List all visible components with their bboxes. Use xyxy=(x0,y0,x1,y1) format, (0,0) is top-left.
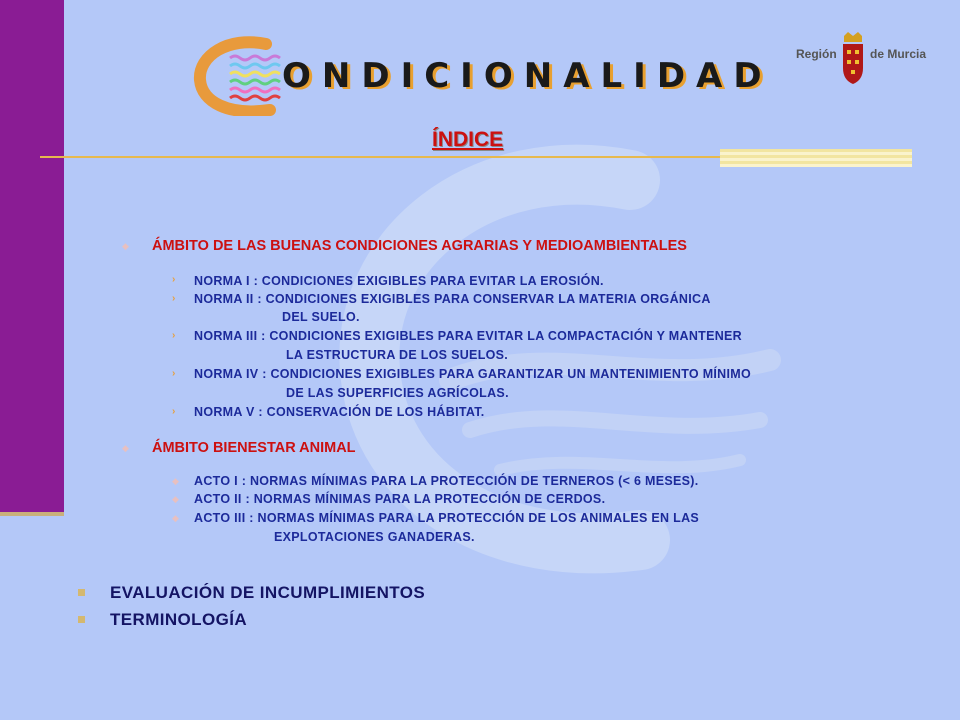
title-divider-line xyxy=(40,156,740,158)
acto-ii-item: ACTO II : NORMAS MÍNIMAS PARA LA PROTECCIÓN DE CERDOS. xyxy=(194,492,606,506)
norma-iii-item: NORMA III : CONDICIONES EXIGIBLES PARA EVITAR LA COMPACTACIÓN Y MANTENER xyxy=(194,329,743,343)
region-label-right: de Murcia xyxy=(870,47,927,61)
region-label-left: Región xyxy=(796,47,837,61)
evaluacion-incumplimientos-item: EVALUACIÓN DE INCUMPLIMIENTOS xyxy=(110,583,426,602)
section-bienestar-animal-title: ÁMBITO BIENESTAR ANIMAL xyxy=(152,440,356,456)
arrow-bullet-icon: › xyxy=(172,406,176,417)
arrow-bullet-icon: › xyxy=(172,368,176,379)
arrow-bullet-icon: › xyxy=(172,274,176,285)
acto-iii-continuation: EXPLOTACIONES GANADERAS. xyxy=(274,530,475,544)
coat-of-arms-icon xyxy=(840,32,866,84)
arrow-bullet-icon: › xyxy=(172,293,176,304)
norma-ii-item: NORMA II : CONDICIONES EXIGIBLES PARA CONSERVAR LA MATERIA ORGÁNICA xyxy=(194,292,711,306)
diamond-bullet-icon: ◆ xyxy=(172,513,179,523)
norma-iv-item: NORMA IV : CONDICIONES EXIGIBLES PARA GARANTIZAR UN MANTENIMIENTO MÍNIMO xyxy=(194,367,752,381)
norma-v-item: NORMA V : CONSERVACIÓN DE LOS HÁBITAT. xyxy=(194,405,485,419)
acto-iii-item: ACTO III : NORMAS MÍNIMAS PARA LA PROTECCIÓN DE LOS ANIMALES EN LAS xyxy=(194,511,700,525)
norma-i-item: NORMA I : CONDICIONES EXIGIBLES PARA EVITAR LA EROSIÓN. xyxy=(194,274,604,288)
page-title: ÍNDICE xyxy=(432,128,504,151)
logo-wordmark: ONDICIONALIDAD xyxy=(282,56,773,96)
diamond-bullet-icon: ◆ xyxy=(172,476,179,486)
left-accent-bar xyxy=(0,0,64,516)
terminologia-item: TERMINOLOGÍA xyxy=(110,610,248,629)
region-de-murcia-logo xyxy=(796,30,926,86)
square-bullet-icon xyxy=(78,589,85,596)
title-divider-block xyxy=(720,149,912,167)
norma-iv-continuation: DE LAS SUPERFICIES AGRÍCOLAS. xyxy=(286,386,509,400)
diamond-bullet-icon: ◆ xyxy=(122,443,129,453)
arrow-bullet-icon: › xyxy=(172,330,176,341)
square-bullet-icon xyxy=(78,616,85,623)
acto-i-item: ACTO I : NORMAS MÍNIMAS PARA LA PROTECCIÓN DE TERNEROS (< 6 MESES). xyxy=(194,474,699,488)
diamond-bullet-icon: ◆ xyxy=(172,494,179,504)
norma-iii-continuation: LA ESTRUCTURA DE LOS SUELOS. xyxy=(286,348,509,362)
norma-ii-continuation: DEL SUELO. xyxy=(282,310,360,324)
section-ambito-bcam-title: ÁMBITO DE LAS BUENAS CONDICIONES AGRARIAS Y MEDIOAMBIENTALES xyxy=(152,238,687,254)
diamond-bullet-icon: ◆ xyxy=(122,241,129,251)
